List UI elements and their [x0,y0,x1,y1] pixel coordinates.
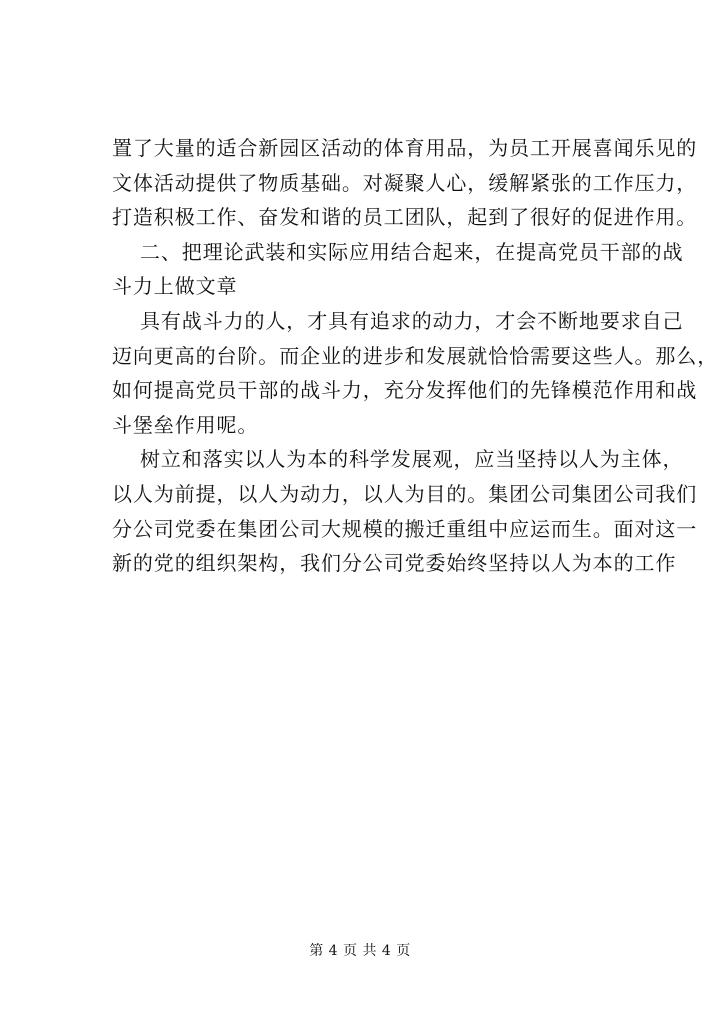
text-line-10: 树立和落实以人为本的科学发展观，应当坚持以人为主体， [140,447,684,472]
text-line-7: 迈向更高的台阶。而企业的进步和发展就恰恰需要这些人。那么， [112,343,719,368]
text-line-1: 置了大量的适合新园区活动的体育用品，为员工开展喜闻乐见的 [112,136,698,160]
text-line-11: 以人为前提，以人为动力，以人为目的。集团公司集团公司我们 [112,481,698,506]
section-heading-line-2: 斗力上做文章 [112,274,238,299]
text-line-13: 新的党的组织架构，我们分公司党委始终坚持以人为本的工作 [112,551,677,576]
text-line-12: 分公司党委在集团公司大规模的搬迁重组中应运而生。面对这一 [112,516,698,541]
text-line-9: 斗堡垒作用呢。 [112,412,259,437]
page-footer: 第 4 页 共 4 页 [309,943,411,959]
body-text [112,131,719,581]
text-line-2: 文体活动提供了物质基础。对凝聚人心，缓解紧张的工作压力， [112,170,698,195]
text-line-3: 打造积极工作、奋发和谐的员工团队，起到了很好的促进作用。 [112,205,698,230]
text-line-8: 如何提高党员干部的战斗力，充分发挥他们的先锋模范作用和战 [112,378,698,403]
section-heading-line-1: 二、把理论武装和实际应用结合起来，在提高党员干部的战 [140,239,684,264]
text-line-6: 具有战斗力的人，才具有追求的动力，才会不断地要求自己 [140,308,684,333]
